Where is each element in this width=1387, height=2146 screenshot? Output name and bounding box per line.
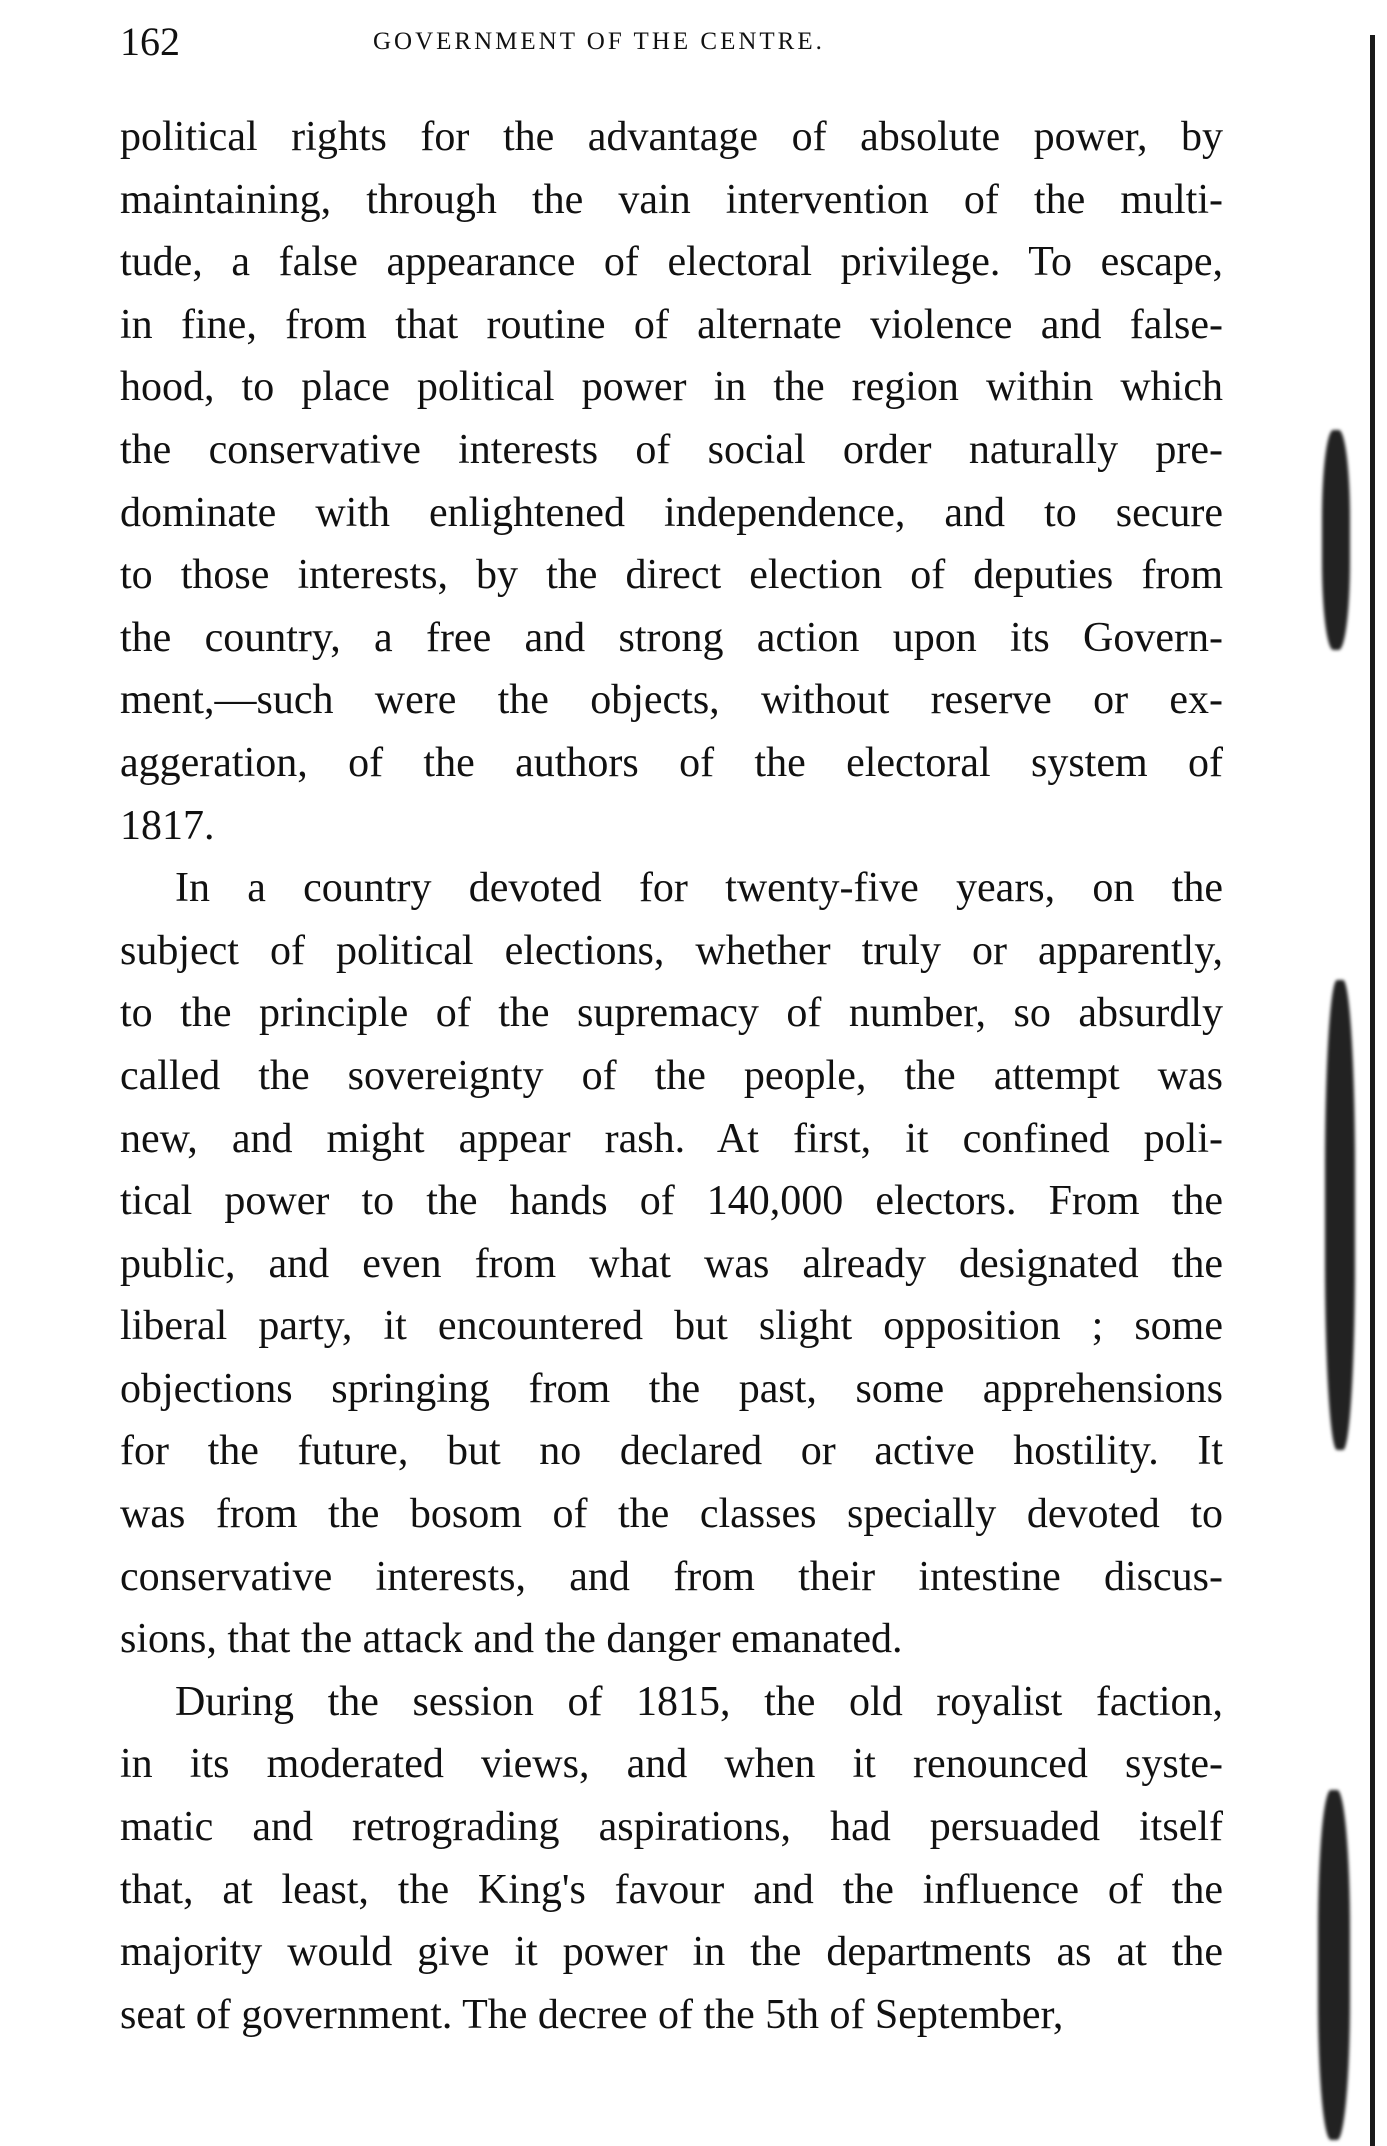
text-line: aggeration, of the authors of the electoral system of xyxy=(120,739,1223,786)
page-header xyxy=(120,18,1223,68)
text-line: subject of political elections, whether truly or apparently, xyxy=(120,927,1223,974)
text-line: In a country devoted for twenty-five years, on the xyxy=(175,865,1223,912)
page-body xyxy=(120,106,1223,2046)
text-line: political rights for the advantage of absolute power, by xyxy=(120,114,1223,160)
text-line: hood, to place political power in the region within which xyxy=(120,364,1223,411)
text-line: tical power to the hands of 140,000 electors. From the xyxy=(120,1178,1223,1225)
page-edge-shadow xyxy=(1370,35,1375,2146)
scan-artifact xyxy=(1325,980,1355,1450)
page-number: 162 xyxy=(120,19,180,64)
text-line: liberal party, it encountered but slight opposition ; some xyxy=(120,1303,1223,1350)
scan-artifact xyxy=(1322,430,1350,650)
text-line: During the session of 1815, the old royalist faction, xyxy=(175,1678,1223,1725)
text-line: the conservative interests of social order naturally pre- xyxy=(120,426,1223,473)
text-line: to the principle of the supremacy of number, so absurdly xyxy=(120,990,1223,1037)
text-line: for the future, but no declared or active hostility. It xyxy=(120,1428,1223,1475)
text-line: ment,—such were the objects, without reserve or ex- xyxy=(120,677,1223,724)
text-line: was from the bosom of the classes specially devoted to xyxy=(120,1491,1223,1538)
text-line: tude, a false appearance of electoral privilege. To escape, xyxy=(120,239,1223,286)
text-line: to those interests, by the direct election of deputies from xyxy=(120,552,1223,599)
text-line: matic and retrograding aspirations, had persuaded itself xyxy=(120,1804,1223,1851)
text-line: in fine, from that routine of alternate violence and false- xyxy=(120,301,1223,348)
text-line: conservative interests, and from their intestine discus- xyxy=(120,1553,1223,1600)
scan-artifact xyxy=(1318,1790,1350,2140)
running-head: GOVERNMENT OF THE CENTRE. xyxy=(373,28,825,55)
text-line: objections springing from the past, some apprehensions xyxy=(120,1365,1223,1412)
text-line: 1817. xyxy=(120,802,215,849)
text-line: called the sovereignty of the people, the attempt was xyxy=(120,1052,1223,1099)
text-line: new, and might appear rash. At first, it confined poli- xyxy=(120,1115,1223,1162)
text-line: maintaining, through the vain intervention of the multi- xyxy=(120,176,1223,223)
text-line: that, at least, the King's favour and the influence of the xyxy=(120,1866,1223,1913)
text-line: majority would give it power in the departments as at the xyxy=(120,1929,1223,1976)
paragraph xyxy=(120,1671,1223,2047)
paragraph xyxy=(120,857,1223,1671)
text-line: seat of government. The decree of the 5th of September, xyxy=(120,1991,1064,2038)
text-line: sions, that the attack and the danger emanated. xyxy=(120,1616,903,1663)
text-line: dominate with enlightened independence, and to secure xyxy=(120,489,1223,536)
paragraph xyxy=(120,106,1223,857)
text-line: the country, a free and strong action upon its Govern- xyxy=(120,614,1223,661)
text-line: public, and even from what was already designated the xyxy=(120,1240,1223,1287)
text-line: in its moderated views, and when it renounced syste- xyxy=(120,1741,1223,1788)
